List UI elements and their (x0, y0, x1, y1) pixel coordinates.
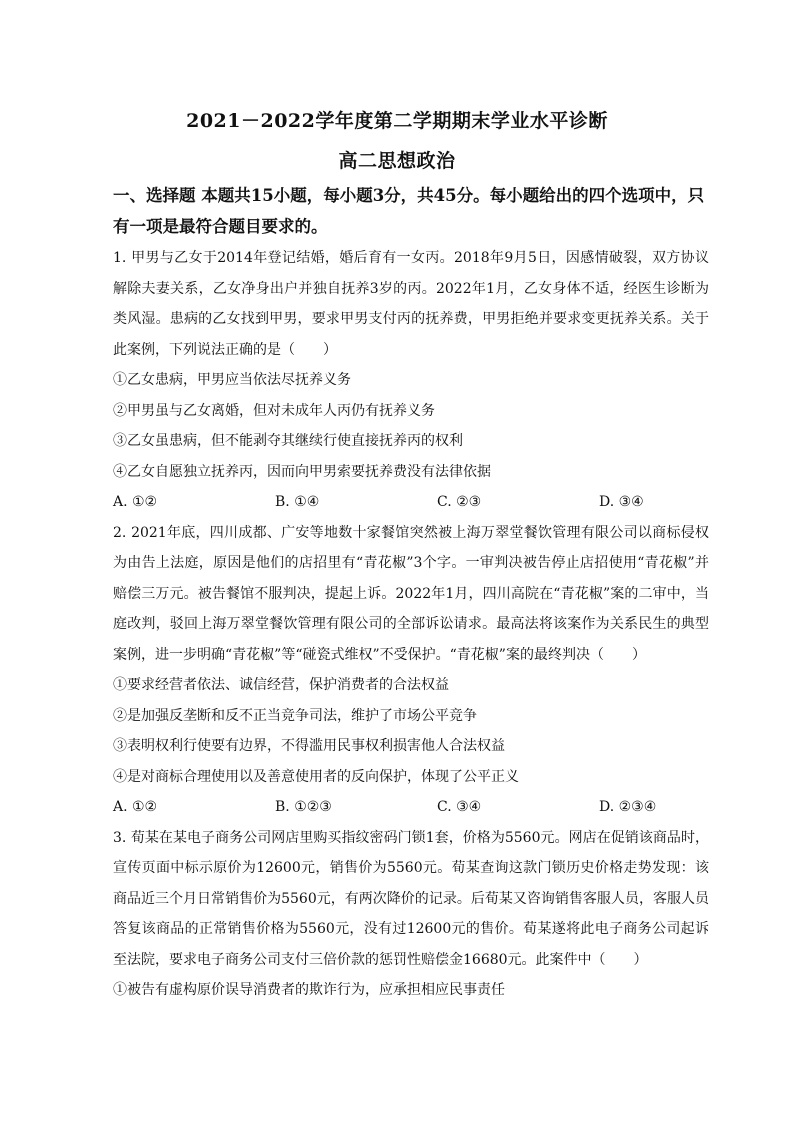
choice-b: B. ①②③ (275, 799, 332, 815)
choice-d: D. ③④ (599, 494, 644, 510)
statement-option: ①乙女患病，甲男应当依法尽抚养义务 (113, 372, 351, 388)
question-2 (113, 518, 709, 823)
statement-option: ③表明权利行使要有边界，不得滥用民事权利损害他人合法权益 (113, 738, 505, 754)
choice-c: C. ②③ (437, 494, 482, 510)
question-stem: 2. 2021年底，四川成都、广安等地数十家餐馆突然被上海万翠堂餐饮管理有限公司以商标侵权为由告上法庭，原因是他们的店招里有“青花椒”3个字。一审判决被告停止店招使用“青花椒”并赔偿三万元。被告餐馆不服判决，提起上诉。2022年1月，四川高院在“青花椒”案的二审中，当庭改判，驳回上海万翠堂餐饮管理有限公司的全部诉讼请求。最高法将该案作为关系民生的典型案例，进一步明确“青花椒”等“碰瓷式维权”不受保护。“青花椒”案的最终判决（ ） (113, 524, 709, 663)
statement-option: ③乙女虽患病，但不能剥夺其继续行使直接抚养丙的权利 (113, 433, 463, 449)
questions-body (113, 243, 709, 1006)
section-heading: 一、选择题 本题共15小题，每小题3分，共45分。每小题给出的四个选项中，只有一项是最符合题目要求的。 (113, 186, 705, 236)
statement-option: ①要求经营者依法、诚信经营，保护消费者的合法权益 (113, 677, 449, 693)
choice-a: A. ①② (113, 494, 158, 510)
statement-option: ②甲男虽与乙女离婚，但对未成年人丙仍有抚养义务 (113, 402, 435, 419)
statement-option: ④是对商标合理使用以及善意使用者的反向保护，体现了公平正义 (113, 768, 519, 785)
exam-subtitle: 高二思想政治 (338, 150, 456, 172)
question-stem: 1. 甲男与乙女于2014年登记结婚，婚后育有一女丙。2018年9月5日，因感情破裂，双方协议解除夫妻关系，乙女净身出户并独自抚养3岁的丙。2022年1月，乙女身体不适，经医生诊断为类风湿。患病的乙女找到甲男，要求甲男支付丙的抚养费，甲男拒绝并要求变更抚养关系。关于此案例，下列说法正确的是（ ） (113, 250, 709, 358)
choice-c: C. ③④ (437, 799, 482, 815)
statement-option: ②是加强反垄断和反不正当竞争司法，维护了市场公平竞争 (113, 707, 477, 724)
choice-b: B. ①④ (275, 494, 320, 510)
question-stem: 3. 荀某在某电子商务公司网店里购买指纹密码门锁1套，价格为5560元。网店在促销该商品时，宣传页面中标示原价为12600元，销售价为5560元。荀某查询这款门锁历史价格走势发现：该商品近三个月日常销售价为5560元，有两次降价的记录。后荀某又咨询销售客服人员，客服人员答复该商品的正常销售价格为5560元，没有过12600元的售价。荀某遂将此电子商务公司起诉至法院，要求电子商务公司支付三倍价款的惩罚性赔偿金16680元。此案件中（ ） (113, 829, 709, 968)
question-3 (113, 823, 709, 1006)
question-1 (113, 243, 709, 518)
answer-choices (113, 487, 709, 518)
statement-option: ①被告有虚构原价误导消费者的欺诈行为，应承担相应民事责任 (113, 982, 505, 998)
choice-a: A. ①② (113, 799, 158, 815)
statement-option: ④乙女自愿独立抚养丙，因而向甲男索要抚养费没有法律依据 (113, 463, 491, 480)
choice-d: D. ②③④ (599, 799, 657, 815)
exam-title: 2021－2022学年度第二学期期末学业水平诊断 (186, 110, 608, 132)
answer-choices (113, 792, 709, 823)
